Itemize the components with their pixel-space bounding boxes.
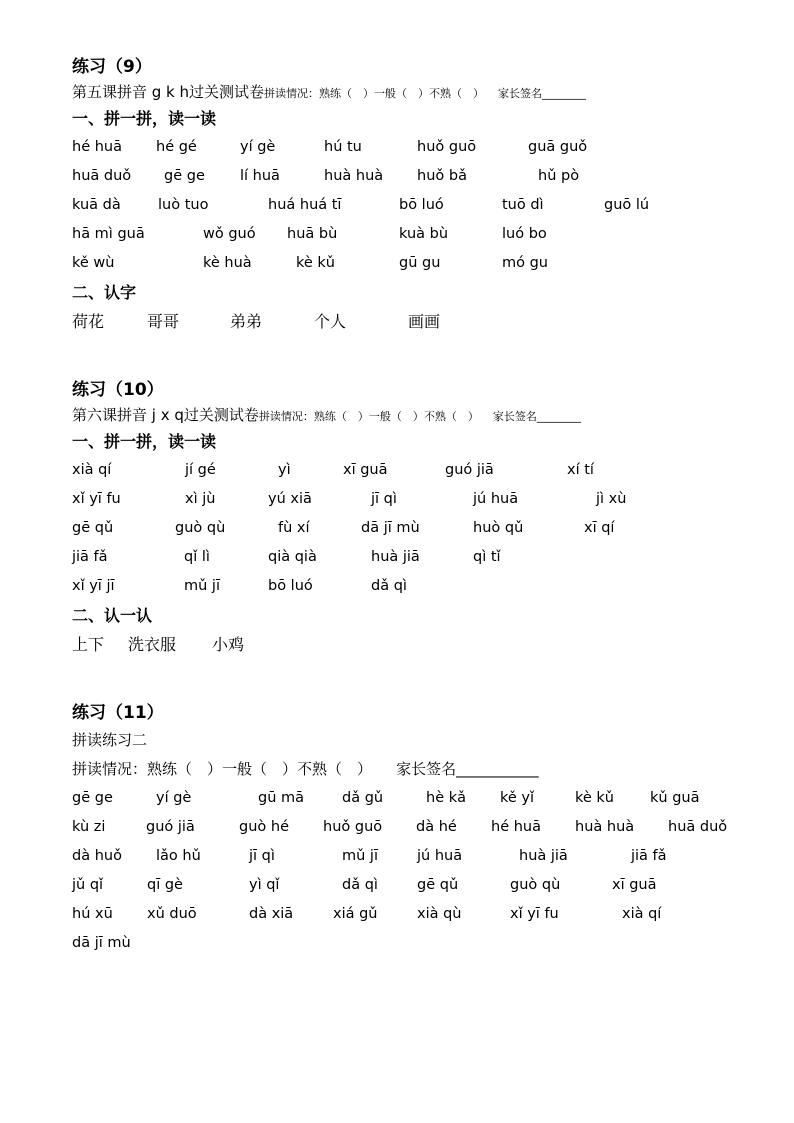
pinyin-row bbox=[72, 900, 764, 929]
rating-ok: 一般（ ） bbox=[374, 87, 430, 100]
pinyin-word: gū gu bbox=[399, 255, 441, 271]
pinyin-word: bō luó bbox=[268, 578, 313, 594]
pinyin-word: jǔ qǐ bbox=[72, 877, 104, 893]
rating-label: 拼读情况： bbox=[258, 410, 314, 423]
pinyin-word: kè huà bbox=[203, 255, 252, 271]
pinyin-word: hā mì guā bbox=[72, 226, 145, 242]
pinyin-word: huǒ bǎ bbox=[417, 168, 467, 184]
pinyin-word: mǔ jī bbox=[184, 578, 220, 594]
rating-fluent: 熟练（ ） bbox=[313, 410, 369, 423]
pinyin-word: dǎ qì bbox=[371, 578, 407, 594]
pinyin-word: huā duǒ bbox=[668, 819, 728, 835]
pinyin-word: jì xù bbox=[596, 491, 627, 507]
pinyin-row bbox=[72, 572, 754, 601]
pinyin-word: guò hé bbox=[239, 819, 289, 835]
pinyin-word: luó bo bbox=[502, 226, 547, 242]
pinyin-word: dā jī mù bbox=[361, 520, 420, 536]
pinyin-word: guō lú bbox=[604, 197, 650, 213]
pinyin-row bbox=[72, 784, 764, 813]
pinyin-word: qì tǐ bbox=[473, 549, 501, 565]
pinyin-word: qī gè bbox=[147, 877, 183, 893]
pinyin-word: huā bù bbox=[287, 226, 338, 242]
pinyin-word: hè kǎ bbox=[426, 790, 467, 806]
test-header bbox=[72, 80, 754, 104]
pinyin-word: dā jī mù bbox=[72, 935, 131, 951]
pinyin-word: hé gé bbox=[156, 139, 197, 155]
parent-signature: 家长签名________ bbox=[492, 410, 581, 423]
pinyin-word: yí gè bbox=[240, 139, 276, 155]
pinyin-word: huā duǒ bbox=[72, 168, 132, 184]
pinyin-word: guā guǒ bbox=[528, 139, 588, 155]
pinyin-word: mǔ jī bbox=[342, 848, 378, 864]
pinyin-word: jí gé bbox=[185, 462, 216, 478]
pinyin-word: gē ge bbox=[72, 790, 113, 806]
exercise-10 bbox=[72, 377, 754, 659]
pinyin-row bbox=[72, 842, 764, 871]
character-word: 哥哥 bbox=[147, 312, 180, 331]
pinyin-row bbox=[72, 133, 754, 162]
pinyin-row bbox=[72, 220, 754, 249]
pinyin-word: jiā fǎ bbox=[631, 848, 667, 864]
section-heading: 一、拼一拼，读一读 bbox=[72, 109, 217, 128]
rating-ok: 一般（ ） bbox=[368, 410, 424, 423]
character-row bbox=[72, 307, 754, 336]
pinyin-word: xià qí bbox=[72, 462, 112, 478]
pinyin-word: kuà bù bbox=[399, 226, 449, 242]
pinyin-word: luò tuo bbox=[158, 197, 209, 213]
rating-bad: 不熟（ ） bbox=[423, 410, 479, 423]
pinyin-word: yú xiā bbox=[268, 491, 312, 507]
pinyin-word: jú huā bbox=[473, 491, 519, 507]
pinyin-word: yì bbox=[278, 462, 291, 478]
pinyin-word: hé huā bbox=[491, 819, 541, 835]
pinyin-word: gē qǔ bbox=[417, 877, 459, 893]
exercise-9 bbox=[72, 54, 754, 336]
pinyin-row bbox=[72, 514, 754, 543]
pinyin-word: dǎ qì bbox=[342, 877, 378, 893]
pinyin-word: gē qǔ bbox=[72, 520, 114, 536]
exercise-title: 练习（11） bbox=[72, 703, 164, 723]
rating-fluent: 熟练（ ） bbox=[147, 760, 223, 778]
rating-line bbox=[72, 754, 764, 784]
pinyin-word: huà huà bbox=[324, 168, 384, 184]
rating-fluent: 熟练（ ） bbox=[319, 87, 375, 100]
pinyin-word: tuō dì bbox=[502, 197, 544, 213]
pinyin-row bbox=[72, 485, 754, 514]
exercise-subtitle: 拼读练习二 bbox=[72, 731, 148, 749]
pinyin-word: xī guā bbox=[612, 877, 657, 893]
rating-label: 拼读情况： bbox=[72, 760, 148, 778]
pinyin-word: xiá gǔ bbox=[333, 906, 378, 922]
pinyin-word: huà jiā bbox=[519, 848, 568, 864]
pinyin-word: dà hé bbox=[416, 819, 457, 835]
pinyin-word: qǐ lì bbox=[184, 549, 210, 565]
test-header bbox=[72, 403, 754, 427]
pinyin-word: xǐ yī fu bbox=[72, 491, 121, 507]
pinyin-row bbox=[72, 871, 764, 900]
pinyin-word: jī qì bbox=[371, 491, 397, 507]
section-heading: 二、认字 bbox=[72, 283, 137, 302]
pinyin-word: huá huá tī bbox=[268, 197, 342, 213]
section-heading: 一、拼一拼，读一读 bbox=[72, 432, 217, 451]
pinyin-word: kǔ guā bbox=[650, 790, 700, 806]
pinyin-word: kě yǐ bbox=[500, 790, 535, 806]
pinyin-row bbox=[72, 162, 754, 191]
character-word: 个人 bbox=[314, 312, 347, 331]
character-word: 小鸡 bbox=[212, 635, 245, 654]
pinyin-word: jiā fǎ bbox=[72, 549, 108, 565]
pinyin-word: xí tí bbox=[567, 462, 594, 478]
test-subtitle: 第五课拼音 g k h过关测试卷 bbox=[72, 83, 265, 101]
character-word: 上下 bbox=[72, 635, 105, 654]
rating-label: 拼读情况： bbox=[264, 87, 320, 100]
pinyin-word: huà jiā bbox=[371, 549, 420, 565]
pinyin-word: dà huǒ bbox=[72, 848, 122, 864]
pinyin-word: hé huā bbox=[72, 139, 122, 155]
pinyin-row bbox=[72, 813, 764, 842]
pinyin-word: hú tu bbox=[324, 139, 362, 155]
character-word: 荷花 bbox=[72, 312, 105, 331]
rating-bad: 不熟（ ） bbox=[297, 760, 373, 778]
pinyin-word: gū mā bbox=[258, 790, 305, 806]
pinyin-word: mó gu bbox=[502, 255, 548, 271]
parent-signature: 家长签名________ bbox=[498, 87, 587, 100]
pinyin-word: guó jiā bbox=[445, 462, 494, 478]
pinyin-word: hǔ pò bbox=[538, 168, 580, 184]
pinyin-word: xǐ yī jī bbox=[72, 578, 115, 594]
pinyin-word: xǐ yī fu bbox=[510, 906, 559, 922]
exercise-11 bbox=[72, 700, 764, 958]
pinyin-word: xià qí bbox=[622, 906, 662, 922]
pinyin-row bbox=[72, 456, 754, 485]
character-word: 弟弟 bbox=[230, 312, 263, 331]
character-word: 洗衣服 bbox=[128, 635, 177, 654]
pinyin-word: bō luó bbox=[399, 197, 444, 213]
pinyin-word: dà xiā bbox=[249, 906, 294, 922]
pinyin-word: lǎo hǔ bbox=[156, 848, 201, 864]
pinyin-word: kuā dà bbox=[72, 197, 121, 213]
pinyin-word: huǒ guō bbox=[323, 819, 383, 835]
pinyin-word: jú huā bbox=[417, 848, 463, 864]
pinyin-word: jī qì bbox=[249, 848, 275, 864]
pinyin-word: huà huà bbox=[575, 819, 635, 835]
pinyin-word: kù zi bbox=[72, 819, 106, 835]
pinyin-word: xì jù bbox=[185, 491, 216, 507]
pinyin-word: dǎ gǔ bbox=[342, 790, 384, 806]
exercise-title: 练习（10） bbox=[72, 380, 164, 400]
pinyin-word: guò qù bbox=[510, 877, 561, 893]
pinyin-word: hú xū bbox=[72, 906, 113, 922]
character-row bbox=[72, 630, 754, 659]
exercise-title: 练习（9） bbox=[72, 57, 152, 77]
pinyin-word: guó jiā bbox=[146, 819, 195, 835]
pinyin-word: guò qù bbox=[175, 520, 226, 536]
section-heading: 二、认一认 bbox=[72, 606, 153, 625]
pinyin-word: qià qià bbox=[268, 549, 317, 565]
pinyin-word: gē ge bbox=[164, 168, 205, 184]
pinyin-word: wǒ guó bbox=[203, 226, 256, 242]
pinyin-row bbox=[72, 543, 754, 572]
parent-signature: 家长签名___________ bbox=[396, 760, 539, 778]
pinyin-word: yì qǐ bbox=[249, 877, 280, 893]
pinyin-row bbox=[72, 249, 754, 278]
pinyin-word: xià qù bbox=[417, 906, 462, 922]
pinyin-word: fù xí bbox=[278, 520, 310, 536]
pinyin-word: yí gè bbox=[156, 790, 192, 806]
pinyin-word: xǔ duō bbox=[147, 906, 197, 922]
character-word: 画画 bbox=[408, 312, 441, 331]
pinyin-word: huò qǔ bbox=[473, 520, 524, 536]
rating-bad: 不熟（ ） bbox=[429, 87, 485, 100]
test-subtitle: 第六课拼音 j x q过关测试卷 bbox=[72, 406, 259, 424]
pinyin-word: xī guā bbox=[343, 462, 388, 478]
pinyin-word: lí huā bbox=[240, 168, 280, 184]
pinyin-word: huǒ guō bbox=[417, 139, 477, 155]
pinyin-word: kě wù bbox=[72, 255, 115, 271]
pinyin-word: kè kǔ bbox=[575, 790, 614, 806]
pinyin-row bbox=[72, 929, 764, 958]
pinyin-word: xī qí bbox=[584, 520, 615, 536]
pinyin-row bbox=[72, 191, 754, 220]
rating-ok: 一般（ ） bbox=[222, 760, 298, 778]
pinyin-word: kè kǔ bbox=[296, 255, 335, 271]
